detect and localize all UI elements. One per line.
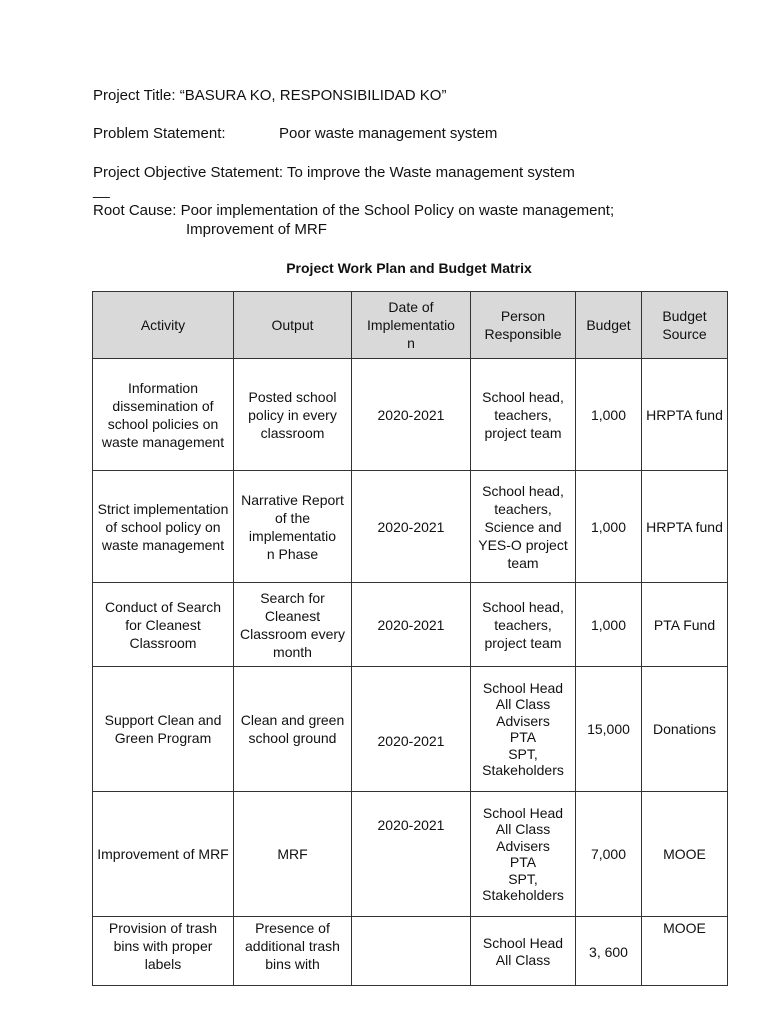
project-title-value: “BASURA KO, RESPONSIBILIDAD KO” [179, 87, 447, 104]
cell-date: 2020-2021 [352, 359, 471, 471]
cell-activity: Conduct of Search for Cleanest Classroom [93, 583, 234, 667]
cell-activity: Support Clean and Green Program [93, 667, 234, 792]
cell-source: HRPTA fund [642, 359, 728, 471]
table-row [93, 359, 728, 471]
objective-statement-label: Project Objective Statement: [93, 164, 284, 181]
cell-source: MOOE [642, 792, 728, 917]
table-row [93, 917, 728, 986]
cell-output: Clean and green school ground [234, 667, 352, 792]
root-cause-continuation: Improvement of MRF [186, 221, 327, 238]
cell-budget: 1,000 [576, 359, 642, 471]
cell-budget: 3, 600 [576, 917, 642, 986]
column-header-person: Person Responsible [471, 292, 576, 359]
objective-statement-line [93, 164, 575, 181]
column-header-budget: Budget [576, 292, 642, 359]
cell-source: Donations [642, 667, 728, 792]
cell-budget: 7,000 [576, 792, 642, 917]
cell-output: Search for Cleanest Classroom every month [234, 583, 352, 667]
cell-date: 2020-2021 [352, 667, 471, 792]
objective-statement-value: To improve the Waste management system [287, 164, 575, 181]
cell-source: HRPTA fund [642, 471, 728, 583]
cell-activity: Provision of trash bins with proper labels [93, 917, 234, 986]
cell-activity: Improvement of MRF [93, 792, 234, 917]
cell-person: School Head All Class Advisers PTA SPT, Stakeholders [471, 792, 576, 917]
problem-statement-line [93, 125, 498, 142]
cell-person: School head, teachers, Science and YES-O project team [471, 471, 576, 583]
cell-output: MRF [234, 792, 352, 917]
table-row [93, 667, 728, 792]
column-header-date: Date of Implementatio n [352, 292, 471, 359]
table-row [93, 583, 728, 667]
root-cause-value: Poor implementation of the School Policy on waste management; [180, 202, 615, 219]
cell-budget: 15,000 [576, 667, 642, 792]
column-header-activity: Activity [93, 292, 234, 359]
problem-statement-value: Poor waste management system [279, 125, 498, 142]
matrix-title: Project Work Plan and Budget Matrix [286, 260, 532, 276]
table-row [93, 792, 728, 917]
project-title-label: Project Title: [93, 87, 176, 104]
cell-person: School head, teachers, project team [471, 583, 576, 667]
cell-date: 2020-2021 [352, 792, 471, 917]
underscore-mark: __ [93, 182, 110, 199]
problem-statement-label: Problem Statement: [93, 125, 226, 142]
cell-person: School Head All Class [471, 917, 576, 986]
cell-date [352, 917, 471, 986]
cell-budget: 1,000 [576, 471, 642, 583]
column-header-output: Output [234, 292, 352, 359]
cell-source: MOOE [642, 917, 728, 986]
cell-person: School Head All Class Advisers PTA SPT, Stakeholders [471, 667, 576, 792]
cell-output: Presence of additional trash bins with [234, 917, 352, 986]
cell-budget: 1,000 [576, 583, 642, 667]
column-header-source: Budget Source [642, 292, 728, 359]
root-cause-label: Root Cause: [93, 202, 177, 219]
work-plan-budget-table [92, 291, 728, 986]
cell-source: PTA Fund [642, 583, 728, 667]
cell-activity: Information dissemination of school policies on waste management [93, 359, 234, 471]
table-header-row [93, 292, 728, 359]
table-row [93, 471, 728, 583]
root-cause-line [93, 202, 614, 219]
project-title-line [93, 87, 446, 104]
cell-person: School head, teachers, project team [471, 359, 576, 471]
cell-output: Posted school policy in every classroom [234, 359, 352, 471]
cell-date: 2020-2021 [352, 471, 471, 583]
cell-date: 2020-2021 [352, 583, 471, 667]
cell-activity: Strict implementation of school policy on waste management [93, 471, 234, 583]
cell-output: Narrative Report of the implementatio n Phase [234, 471, 352, 583]
